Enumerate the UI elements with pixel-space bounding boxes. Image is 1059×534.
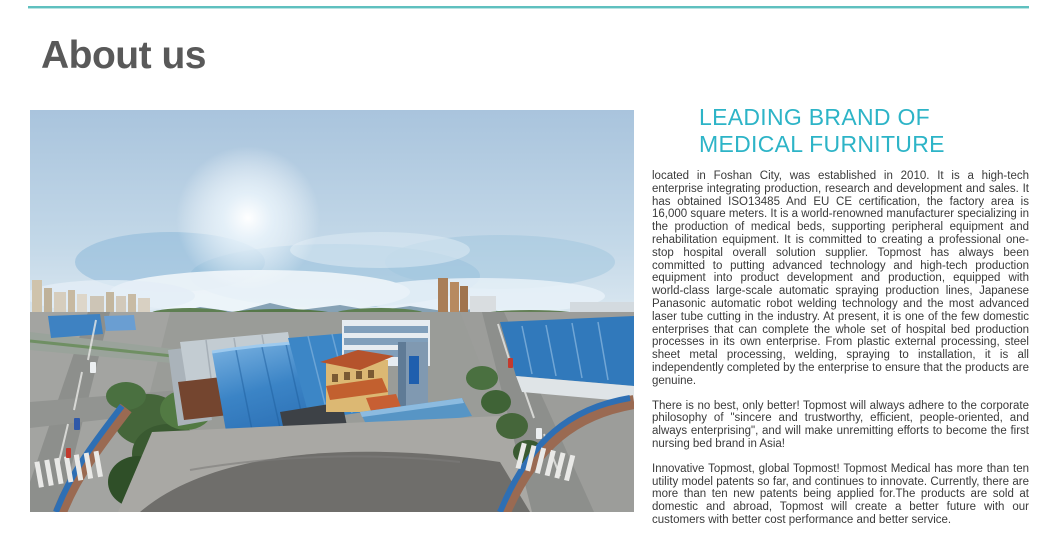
tagline-line-1: LEADING BRAND OF [699, 104, 931, 130]
page-title: About us [41, 34, 206, 77]
top-divider [28, 6, 1029, 9]
about-body-copy [652, 170, 1029, 527]
about-paragraph-3: Innovative Topmost, global Topmost! Topmost Medical has more than ten utility model patents so far, and continues to innovate. Currently, there are more than ten new patents being applied for.The products are sold at domestic and abroad, Topmost will create a better future with our customers with better cost performance and better service. [652, 462, 1029, 526]
about-paragraph-2: There is no best, only better! Topmost will always adhere to the corporate philosophy of "sincere and trustworthy, efficient, people-oriented, and always enterprising", and will make unremitting efforts to become the first nursing bed brand in Asia! [652, 399, 1029, 450]
factory-panorama-image [30, 110, 634, 512]
about-paragraph-1: located in Foshan City, was established in 2010. It is a high-tech enterprise integrating production, research and development and sales. It has obtained ISO13485 And EU CE certification, the factory area is 16,000 square meters. It is a world-renowned manufacturer specializing in the production of medical beds, supporting peripheral equipment and rehabilitation equipment. It is committed to creating a professional one-stop hospital overall solution supplier. Topmost has always been committed to putting advanced technology and high-tech production equipment into product development and production, equipped with world-class large-scale automatic spraying production lines, Japanese Panasonic automatic robot welding technology and the most advanced laser tube cutting in the industry. At present, it is one of the few domestic enterprises that can complete the whole set of hospital bed production processes in its own enterprise. From plastic external processing, steel sheet metal processing, welding, spraying to installation, it is all independently completed by the enterprise to ensure that the products are genuine. [652, 170, 1029, 387]
tagline-line-2: MEDICAL FURNITURE [699, 131, 945, 157]
tagline-heading [699, 104, 1029, 158]
about-text-column [652, 104, 1029, 527]
